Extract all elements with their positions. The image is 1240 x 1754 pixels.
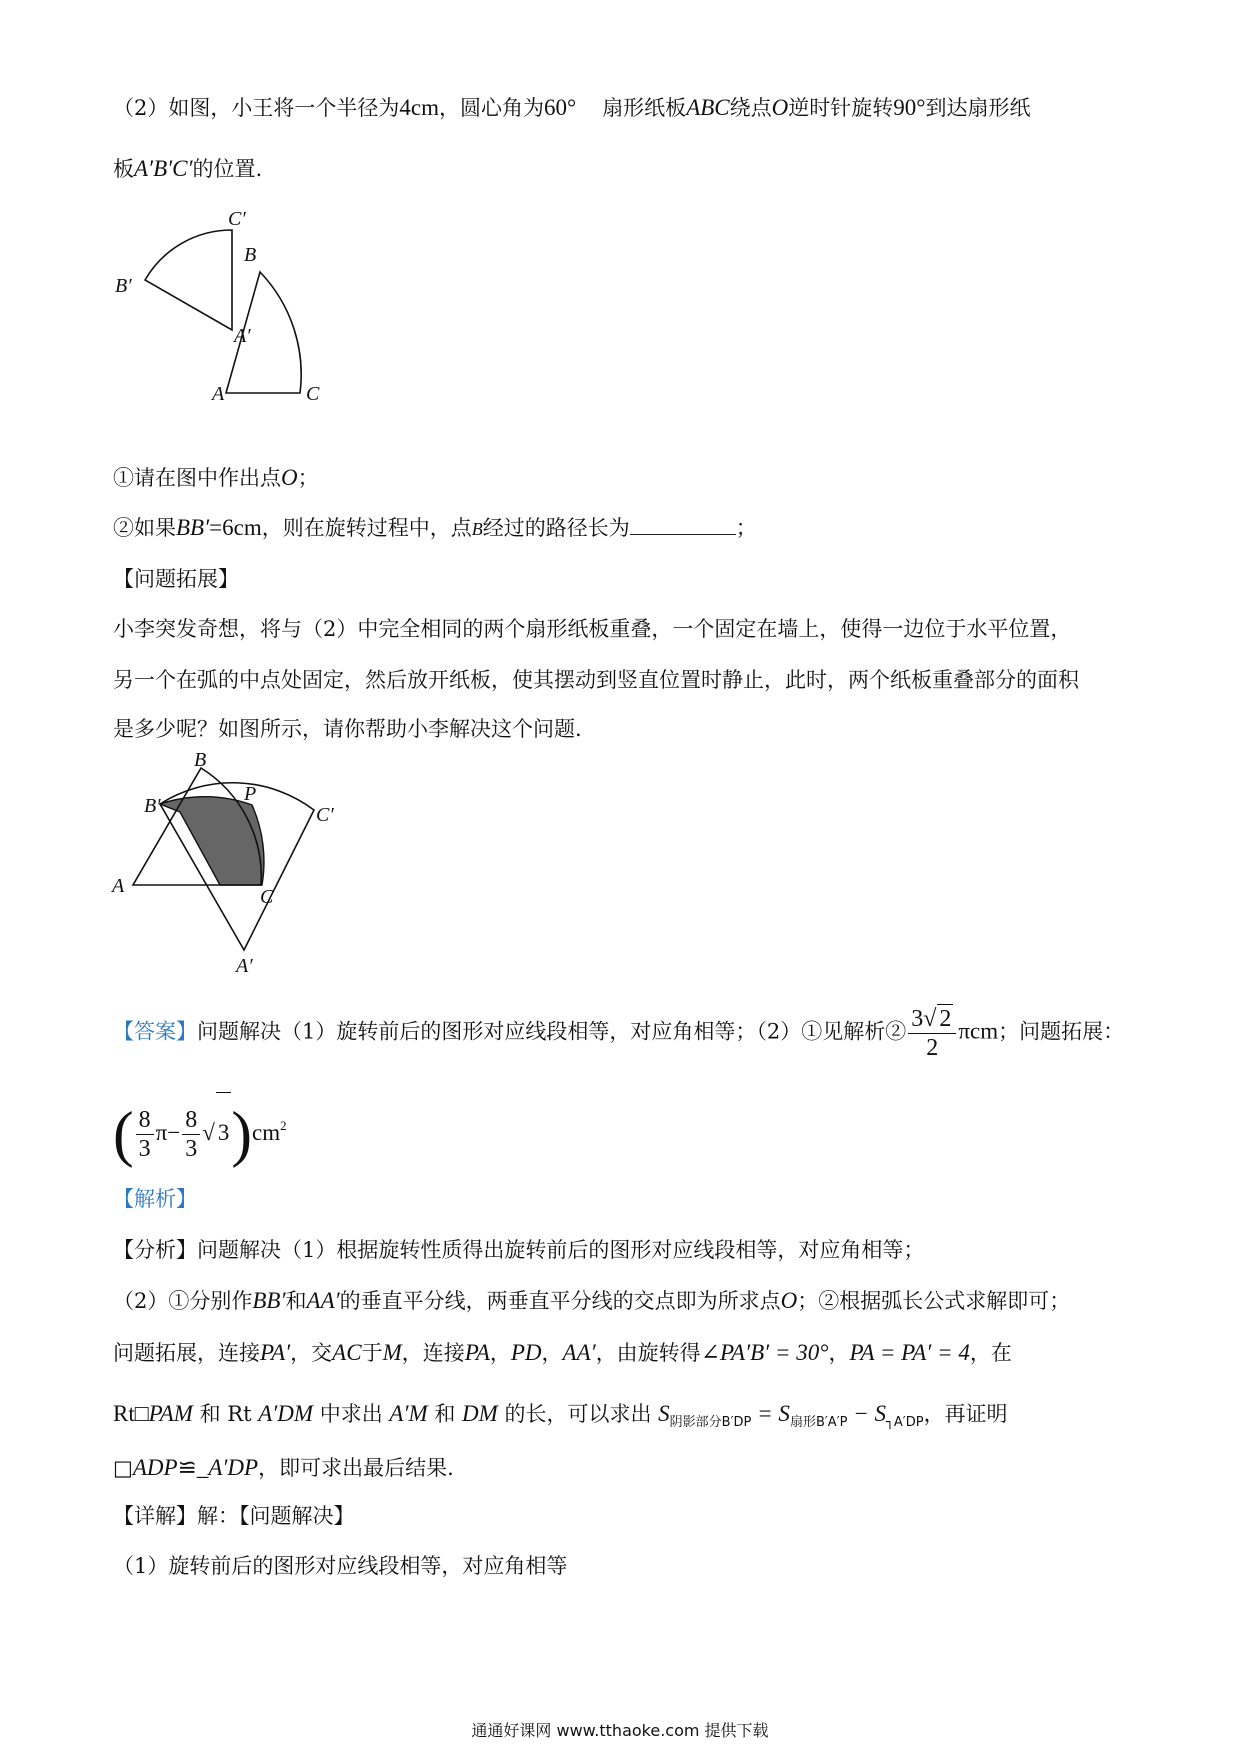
- label-a: A: [212, 383, 225, 405]
- detail-line-2: （1）旋转前后的图形对应线段相等，对应角相等: [113, 1554, 568, 1578]
- label-b1: B′: [115, 275, 132, 297]
- label-b: B: [194, 749, 207, 771]
- answer-line-2: ( $\frac{8}{3}$ π− $\frac{8}{3}$ √ $3)cm^2$: [113, 1086, 287, 1175]
- label-b1: B′: [144, 795, 161, 817]
- part2-line2: 板A′B′C′的位置.: [113, 156, 263, 181]
- label-a1: A′: [234, 325, 251, 347]
- figure-2-overlapping-sectors: [100, 740, 380, 980]
- answer-blank: [630, 512, 736, 535]
- analysis-line-5: □ADP≌_A′DP，即可求出最后结果.: [113, 1455, 454, 1480]
- question-1: ①请在图中作出点O；: [113, 465, 319, 490]
- label-a: A: [112, 875, 125, 897]
- label-c: C: [306, 383, 320, 405]
- label-a1: A′: [236, 955, 253, 977]
- label-c1: C′: [316, 804, 334, 826]
- figure-1-rotated-sectors: [100, 200, 380, 420]
- analysis-line-3: 问题拓展，连接PA′，交AC于M，连接PA，PD，AA′，由旋转得∠PA′B′ = 30°，PA = PA′ = 4，在: [113, 1340, 1012, 1365]
- analysis-line-1: 【分析】问题解决（1）根据旋转性质得出旋转前后的图形对应线段相等，对应角相等；: [113, 1238, 925, 1262]
- sector-a1b1c1: [145, 230, 232, 330]
- extension-para-3: 是多少呢？如图所示，请你帮助小李解决这个问题.: [113, 717, 582, 741]
- label-c1: C′: [228, 208, 246, 230]
- answer-line-1: 【答案】问题解决（1）旋转前后的图形对应线段相等，对应角相等；（2）①见解析② $\frac{3√ 2}{2}$ πcm；问题拓展：: [113, 1006, 1125, 1061]
- analysis-line-4: Rt□PAM 和 Rt A′DM 中求出 A′M 和 DM 的长，可以求出 $S_{阴影部分B'DP} = S_{扇形B'A'P} - S_{┐A'DP}$，再证明: [113, 1401, 1008, 1430]
- analysis-tag: 【解析】: [113, 1187, 197, 1211]
- shaded-overlap: [160, 797, 264, 885]
- label-b: B: [244, 244, 257, 266]
- detail-line-1: 【详解】解：【问题解决】: [113, 1504, 355, 1528]
- label-c: C: [260, 886, 274, 908]
- fraction-3sqrt2-over-2: $\frac{3√ 2}{2}$: [908, 1004, 956, 1062]
- extension-para-1: 小李突发奇想，将与（2）中完全相同的两个扇形纸板重叠，一个固定在墙上，使得一边位于水平位置，: [113, 617, 1072, 641]
- footer-source: 通通好课网 www.tthaoke.com 提供下载: [471, 1721, 769, 1740]
- extension-heading: 【问题拓展】: [113, 567, 239, 591]
- part2-line1: （2）如图，小王将一个半径为4cm，圆心角为60° 扇形纸板ABC绕点O逆时针旋转90°到达扇形纸: [113, 95, 1031, 120]
- analysis-line-2: （2）①分别作BB′和AA′的垂直平分线，两垂直平分线的交点即为所求点O；②根据弧长公式求解即可；: [113, 1288, 1071, 1313]
- label-p: P: [244, 783, 257, 805]
- question-2: ②如果BB′=6cm，则在旋转过程中，点B经过的路径长为 ；: [113, 512, 757, 545]
- extension-para-2: 另一个在弧的中点处固定，然后放开纸板，使其摆动到竖直位置时静止，此时，两个纸板重叠部分的面积: [113, 668, 1079, 692]
